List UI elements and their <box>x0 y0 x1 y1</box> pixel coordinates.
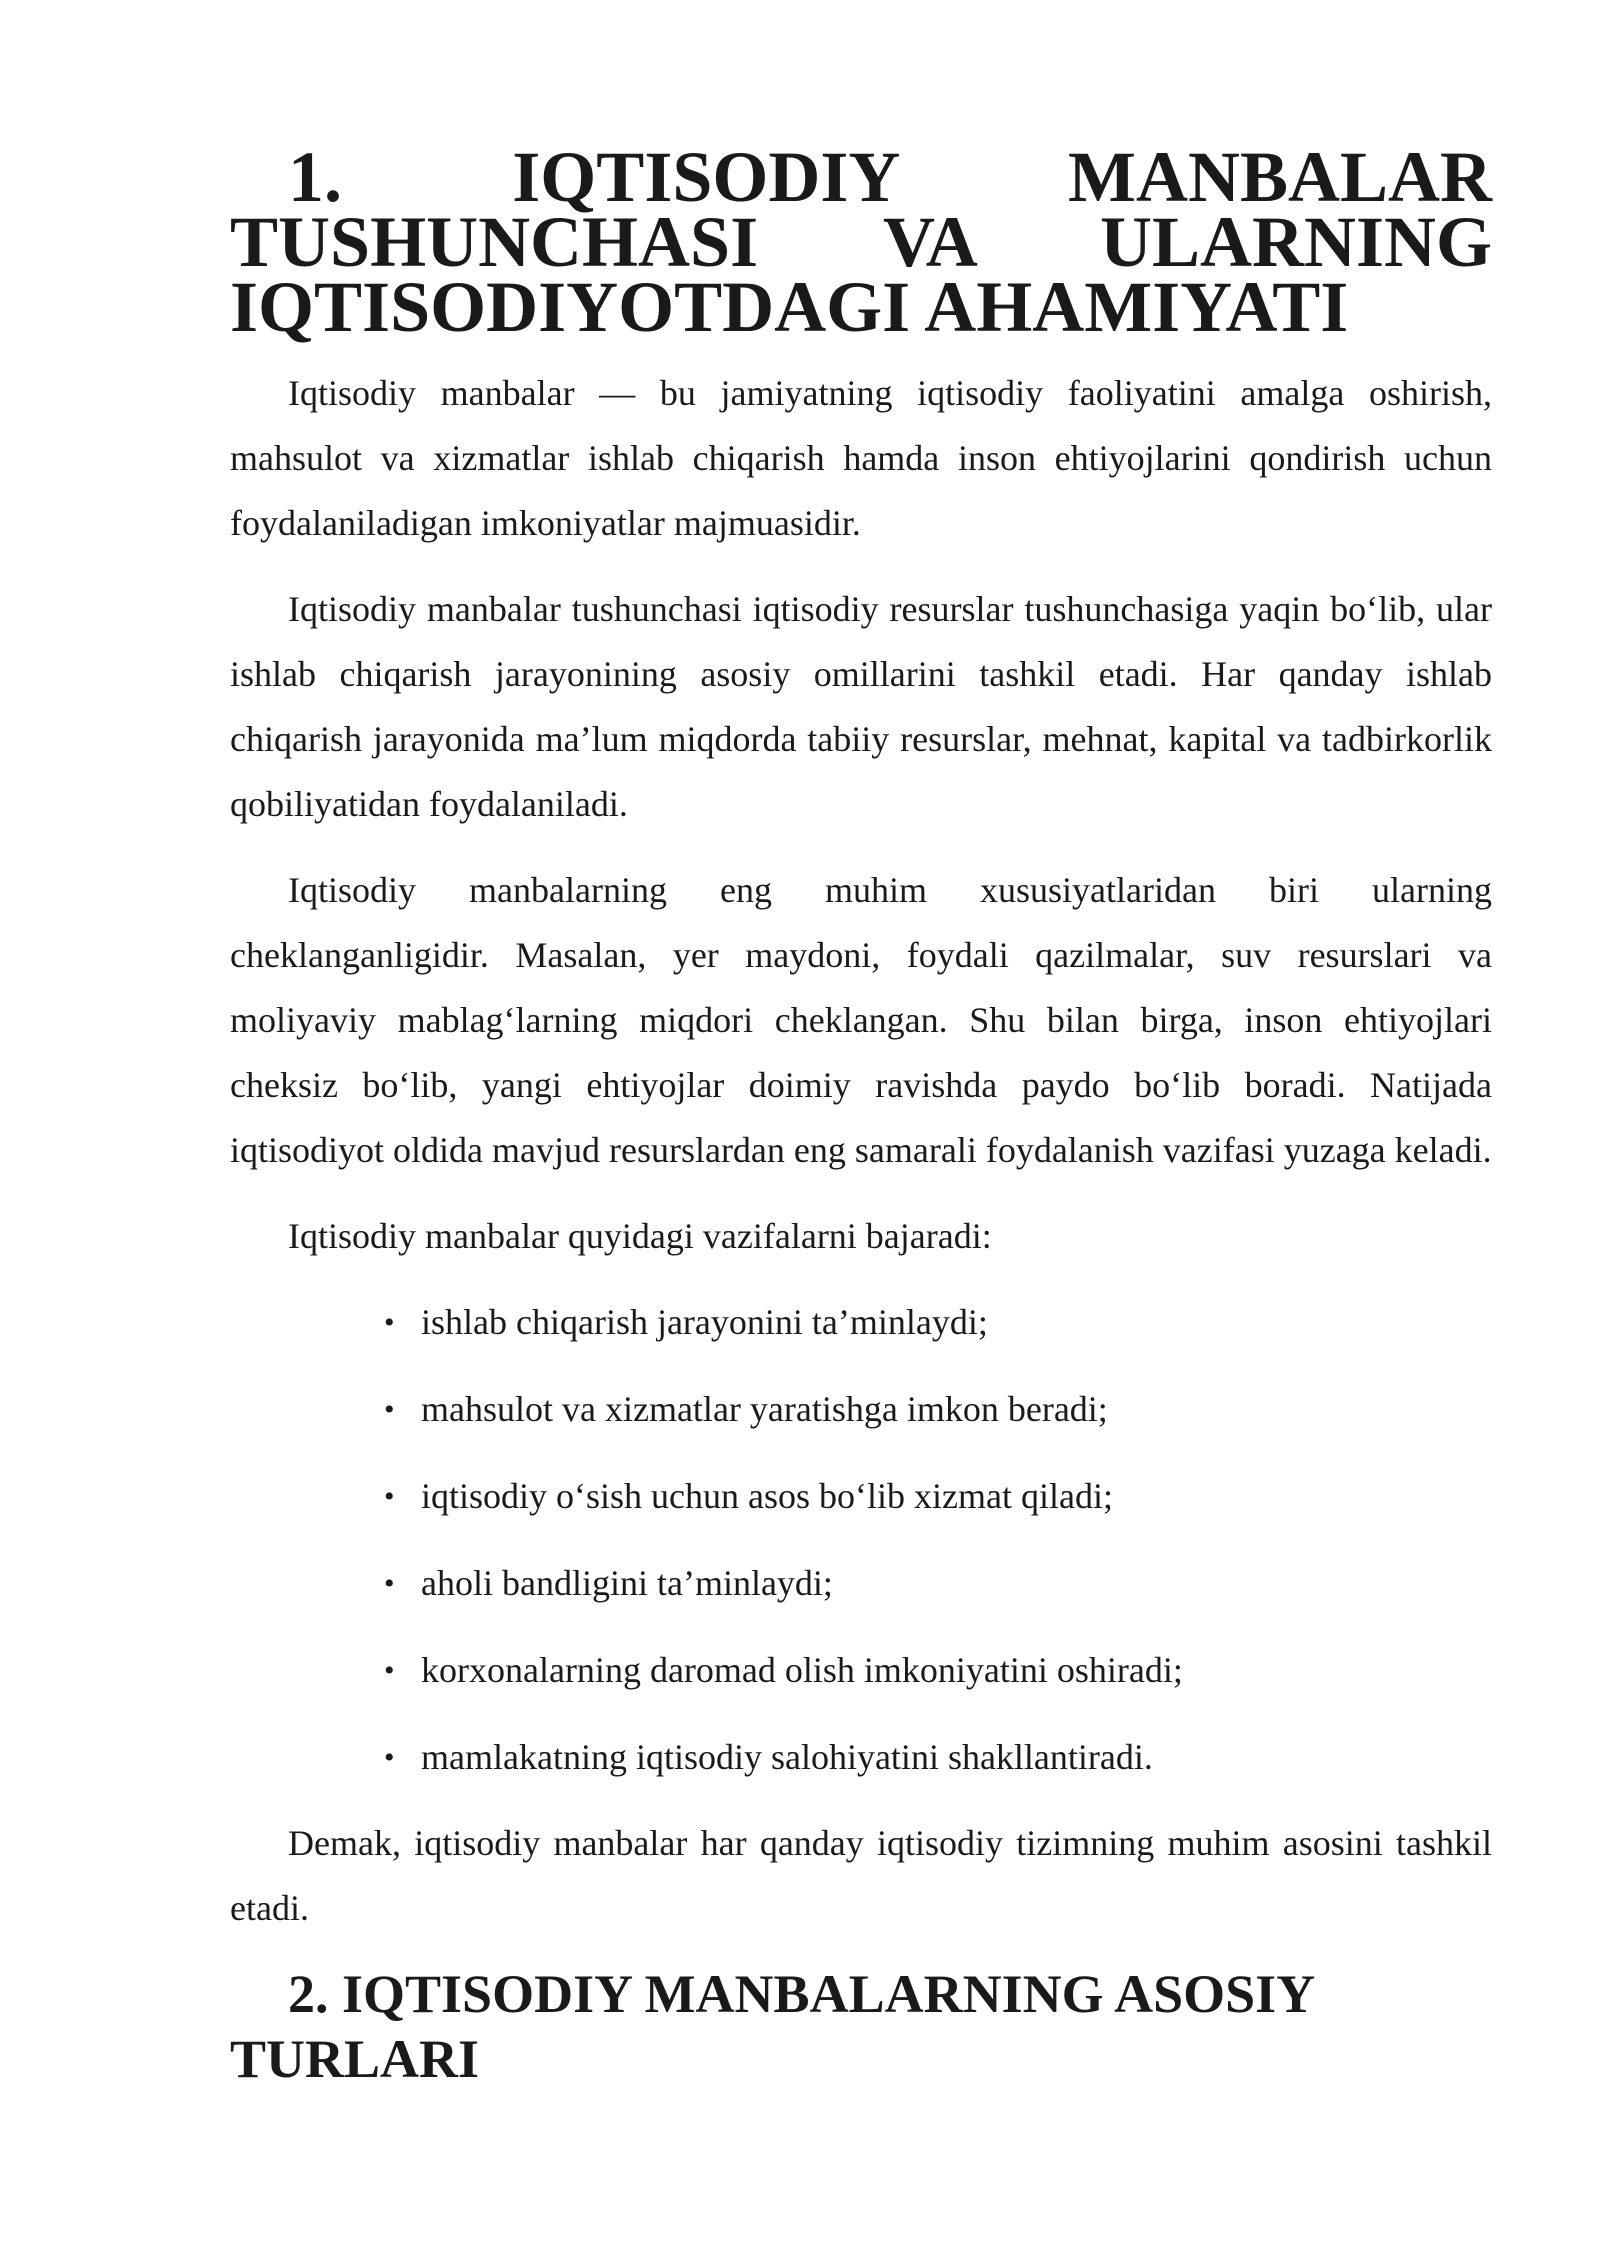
list-item <box>230 1464 1492 1529</box>
bullet-icon: • <box>384 1741 395 1774</box>
list-item-text: mahsulot va xizmatlar yaratishga imkon beradi; <box>421 1389 1108 1429</box>
list-item-text: aholi bandligini ta’minlaydi; <box>421 1563 833 1603</box>
section-2-heading: 2. IQTISODIY MANBALARNING ASOSIY TURLARI <box>230 1964 1314 2089</box>
list-item <box>230 1290 1492 1355</box>
list-item <box>230 1638 1492 1703</box>
paragraph-resources-concept: Iqtisodiy manbalar tushunchasi iqtisodiy resurslar tushunchasiga yaqin bo‘lib, ular ishlab chiqarish jarayonining asosiy omillarini tashkil etadi. Har qanday ishlab chiqarish jarayonida ma’lum miqdorda tabiiy resurslar, mehnat, kapital va tadbirkorlik qobiliyatidan foydalaniladi. <box>230 589 1492 824</box>
paragraph-functions-intro: Iqtisodiy manbalar quyidagi vazifalarni bajaradi: <box>288 1216 992 1256</box>
list-item <box>230 1725 1492 1790</box>
paragraph-scarcity: Iqtisodiy manbalarning eng muhim xususiyatlaridan biri ularning cheklanganligidir. Masalan, yer maydoni, foydali qazilmalar, suv resurslari va moliyaviy mablag‘larning miqdori cheklangan. Shu bilan birga, inson ehtiyojlari cheksiz bo‘lib, yangi ehtiyojlar doimiy ravishda paydo bo‘lib boradi. Natijada iqtisodiyot oldida mavjud resurslardan eng samarali foydalanish vazifasi yuzaga keladi. <box>230 870 1492 1170</box>
bullet-icon: • <box>384 1567 395 1600</box>
list-item-text: mamlakatning iqtisodiy salohiyatini shakllantiradi. <box>421 1737 1153 1777</box>
list-item <box>230 1551 1492 1616</box>
list-item-text: iqtisodiy o‘sish uchun asos bo‘lib xizmat qiladi; <box>421 1476 1113 1516</box>
paragraph-conclusion: Demak, iqtisodiy manbalar har qanday iqtisodiy tizimning muhim asosini tashkil etadi. <box>230 1823 1492 1928</box>
list-item <box>230 1377 1492 1442</box>
list-item-text: ishlab chiqarish jarayonini ta’minlaydi; <box>421 1302 988 1342</box>
section-1-heading: 1. IQTISODIY MANBALAR TUSHUNCHASI VA ULARNING IQTISODIYOTDAGI AHAMIYATI <box>230 137 1492 347</box>
bullet-icon: • <box>384 1306 395 1339</box>
bullet-icon: • <box>384 1654 395 1687</box>
bullet-icon: • <box>384 1393 395 1426</box>
paragraph-definition: Iqtisodiy manbalar — bu jamiyatning iqtisodiy faoliyatini amalga oshirish, mahsulot va xizmatlar ishlab chiqarish hamda inson ehtiyojlarini qondirish uchun foydalaniladigan imkoniyatlar majmuasidir. <box>230 373 1492 543</box>
document-page <box>230 137 1492 2092</box>
list-item-text: korxonalarning daromad olish imkoniyatini oshiradi; <box>421 1650 1183 1690</box>
bullet-icon: • <box>384 1480 395 1513</box>
functions-list <box>230 1290 1492 1790</box>
